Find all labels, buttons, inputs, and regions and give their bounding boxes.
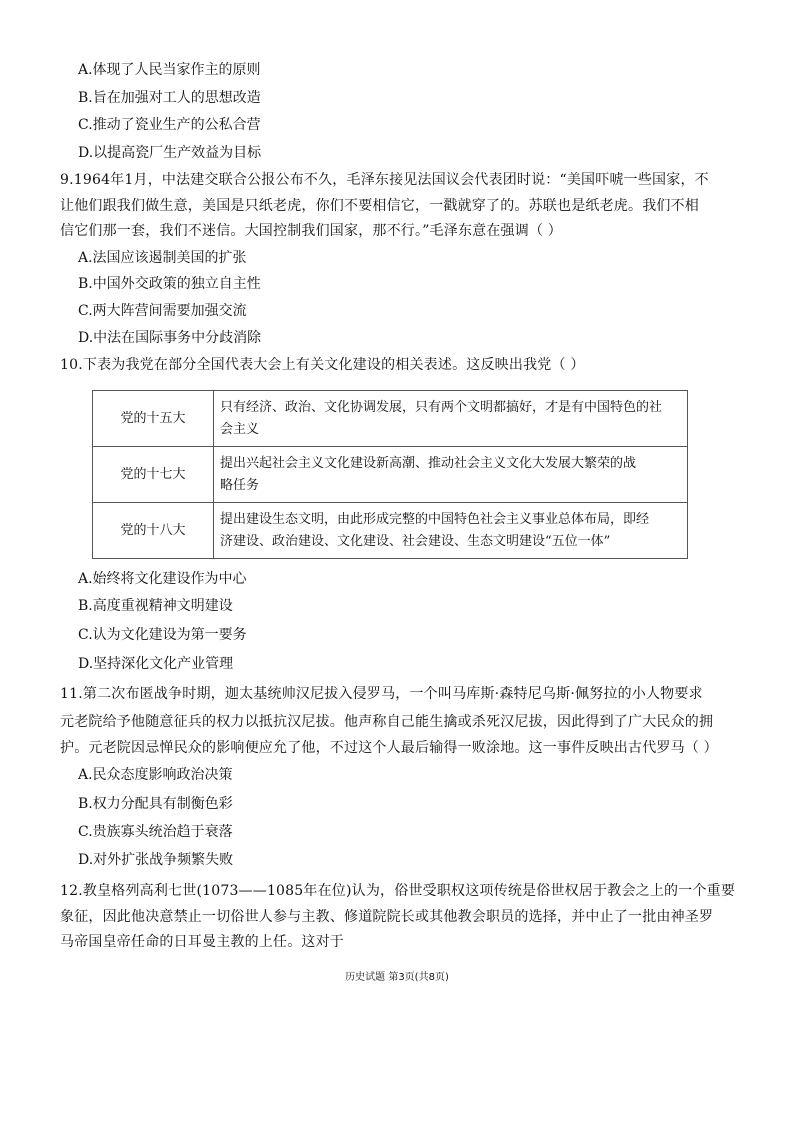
q11-option-a: A.民众态度影响政治决策 xyxy=(78,767,233,783)
q10-option-d: D.坚持深化文化产业管理 xyxy=(78,656,234,672)
q12-stem-line-1: 12.教皇格列高利七世(1073——1085年在位)认为，俗世受职权这项传统是俗世权居于教会之上的一个重要 xyxy=(60,883,736,899)
table-cell-line: 只有经济、政治、文化协调发展，只有两个文明都搞好，才是有中国特色的社 xyxy=(220,399,663,415)
table-cell-content xyxy=(214,391,688,447)
table-row xyxy=(93,391,688,447)
table-cell-line: 略任务 xyxy=(220,477,260,493)
page-footer: 历史试题 第3页(共8页) xyxy=(345,972,449,983)
q10-option-a: A.始终将文化建设作为中心 xyxy=(78,571,247,587)
q11-stem-line-1: 11.第二次布匿战争时期，迦太基统帅汉尼拔入侵罗马，一个叫马库斯·森特尼乌斯·佩努拉的小人物要求 xyxy=(60,686,703,702)
table-row xyxy=(93,503,688,559)
q8-option-c: C.推动了瓷业生产的公私合营 xyxy=(78,117,261,133)
table-cell-congress: 党的十七大 xyxy=(93,447,214,503)
table-cell-congress: 党的十五大 xyxy=(93,391,214,447)
q8-option-d: D.以提高瓷厂生产效益为目标 xyxy=(78,145,262,161)
table-cell-line: 提出建设生态文明，由此形成完整的中国特色社会主义事业总体布局，即经 xyxy=(220,511,650,527)
table-cell-content xyxy=(214,503,688,559)
q9-option-b: B.中国外交政策的独立自主性 xyxy=(78,276,261,292)
q11-stem-line-2: 元老院给予他随意征兵的权力以抵抗汉尼拔。他声称自己能生擒或杀死汉尼拔，因此得到了广大民众的拥 xyxy=(60,714,714,730)
table-cell-content xyxy=(214,447,688,503)
q9-stem-line-3: 信它们那一套，我们不迷信。大国控制我们国家，那不行。”毛泽东意在强调（ ） xyxy=(60,223,563,239)
q9-stem-line-2: 让他们跟我们做生意，美国是只纸老虎，你们不要相信它，一戳就穿了的。苏联也是纸老虎。我们不相 xyxy=(60,198,699,214)
q10-stem: 10.下表为我党在部分全国代表大会上有关文化建设的相关表述。这反映出我党（ ） xyxy=(60,357,585,373)
table-cell-congress: 党的十八大 xyxy=(93,503,214,559)
q10-option-c: C.认为文化建设为第一要务 xyxy=(78,627,247,643)
q11-option-d: D.对外扩张战争频繁失败 xyxy=(78,852,234,868)
q11-stem-line-3: 护。元老院因忌惮民众的影响便应允了他，不过这个人最后输得一败涂地。这一事件反映出古代罗马（ ） xyxy=(60,740,718,756)
q11-option-b: B.权力分配具有制衡色彩 xyxy=(78,796,233,812)
table-cell-line: 济建设、政治建设、文化建设、社会建设、生态文明建设“五位一体” xyxy=(220,533,611,549)
q11-option-c: C.贵族寡头统治趋于衰落 xyxy=(78,824,233,840)
q9-option-a: A.法国应该遏制美国的扩张 xyxy=(78,250,247,266)
table-cell-line: 会主义 xyxy=(220,421,260,437)
q8-option-a: A.体现了人民当家作主的原则 xyxy=(78,62,261,78)
q9-option-c: C.两大阵营间需要加强交流 xyxy=(78,303,247,319)
q10-option-b: B.高度重视精神文明建设 xyxy=(78,598,233,614)
q9-option-d: D.中法在国际事务中分歧消除 xyxy=(78,330,262,346)
table-cell-line: 提出兴起社会主义文化建设新高潮、推动社会主义文化大发展大繁荣的战 xyxy=(220,455,637,471)
q10-table xyxy=(92,390,688,559)
q12-stem-line-3: 马帝国皇帝任命的日耳曼主教的上任。这对于 xyxy=(60,934,344,950)
q12-stem-line-2: 象征，因此他决意禁止一切俗世人参与主教、修道院院长或其他教会职员的选择，并中止了一批由神圣罗 xyxy=(60,909,714,925)
q9-stem-line-1: 9.1964年1月，中法建交联合公报公布不久，毛泽东接见法国议会代表团时说：“美国吓唬一些国家，不 xyxy=(60,172,709,188)
q8-option-b: B.旨在加强对工人的思想改造 xyxy=(78,90,261,106)
table-row xyxy=(93,447,688,503)
